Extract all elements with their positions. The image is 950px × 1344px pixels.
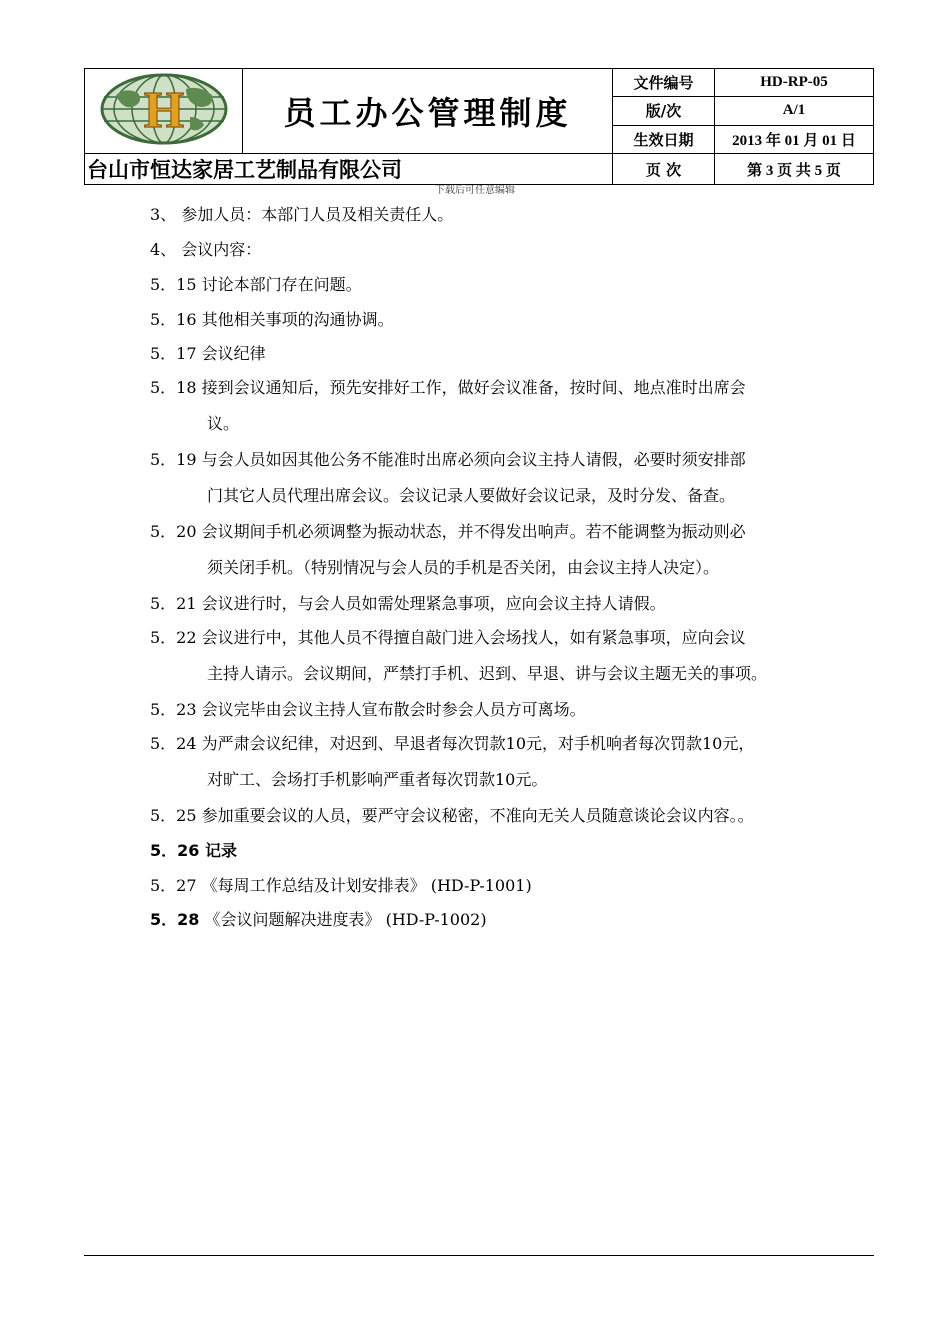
version-label: 版/次 [613, 97, 715, 125]
list-item [150, 275, 362, 295]
list-item [150, 310, 394, 330]
list-item [150, 240, 261, 260]
item-number: 5．18 [150, 378, 197, 397]
page-value: 第 3 页 共 5 页 [715, 154, 874, 185]
doc-number-value: HD-RP-05 [715, 69, 874, 97]
item-text-continued: 主持人请示。会议期间，严禁打手机、迟到、早退、讲与会议主题无关的事项。 [207, 664, 768, 683]
item-text: 为严肃会议纪律，对迟到、早退者每次罚款10元，对手机响者每次罚款10元， [196, 734, 755, 753]
page-label: 页 次 [613, 154, 715, 185]
item-number: 5．27 [150, 876, 197, 895]
item-text-continued: 须关闭手机。（特别情况与会人员的手机是否关闭，由会议主持人决定）。 [207, 558, 720, 577]
item-number: 5．28 [150, 910, 200, 929]
footer-divider [84, 1255, 874, 1256]
item-number: 5．16 [150, 310, 197, 329]
list-item [150, 734, 754, 754]
item-text: 接到会议通知后，预先安排好工作，做好会议准备，按时间、地点准时出席会 [196, 378, 746, 397]
item-text: 会议纪律 [196, 344, 266, 363]
item-number: 5．15 [150, 275, 197, 294]
item-text: 记录 [199, 841, 237, 860]
document-title: 员工办公管理制度 [283, 94, 572, 132]
item-text: 讨论本部门存在问题。 [196, 275, 362, 294]
item-text: 会议内容： [176, 240, 262, 259]
list-item [150, 378, 746, 398]
item-text: 参加重要会议的人员，要严守会议秘密，不准向无关人员随意谈论会议内容。。 [196, 806, 754, 825]
item-number: 5．23 [150, 700, 197, 719]
list-item [150, 700, 586, 720]
item-number: 5．24 [150, 734, 197, 753]
list-item [150, 628, 746, 648]
header-table [84, 68, 874, 185]
item-text-continued: 议。 [207, 414, 240, 433]
item-text: 《每周工作总结及计划安排表》 (HD-P-1001) [196, 876, 532, 895]
item-text: 《会议问题解决进度表》 (HD-P-1002) [199, 910, 487, 929]
list-item [150, 205, 453, 225]
list-item [150, 450, 746, 470]
company-name: 台山市恒达家居工艺制品有限公司 [85, 154, 613, 185]
version-value: A/1 [715, 97, 874, 125]
item-number: 4、 [150, 240, 177, 259]
item-text: 会议进行时，与会人员如需处理紧急事项，应向会议主持人请假。 [196, 594, 666, 613]
item-text: 与会人员如因其他公务不能准时出席必须向会议主持人请假，必要时须安排部 [196, 450, 746, 469]
effective-date-value: 2013 年 01 月 01 日 [715, 125, 874, 153]
item-number: 5．19 [150, 450, 197, 469]
company-logo [85, 69, 243, 154]
list-item [150, 522, 746, 542]
item-text-continued: 对旷工、会场打手机影响严重者每次罚款10元。 [207, 770, 548, 789]
item-text: 参加人员：本部门人员及相关责任人。 [176, 205, 454, 224]
item-number: 5．22 [150, 628, 197, 647]
item-text: 其他相关事项的沟通协调。 [196, 310, 394, 329]
item-text: 会议进行中，其他人员不得擅自敲门进入会场找人，如有紧急事项，应向会议 [196, 628, 746, 647]
list-item [150, 344, 266, 364]
list-item [150, 841, 237, 861]
effective-date-label: 生效日期 [613, 125, 715, 153]
list-item [150, 594, 666, 614]
list-item [150, 806, 754, 826]
item-number: 5．25 [150, 806, 197, 825]
item-text: 会议完毕由会议主持人宣布散会时参会人员方可离场。 [196, 700, 586, 719]
item-text: 会议期间手机必须调整为振动状态，并不得发出响声。若不能调整为振动则必 [196, 522, 746, 541]
watermark-text: 下载后可任意编辑 [435, 185, 515, 196]
list-item [150, 876, 532, 896]
item-number: 5．26 [150, 841, 200, 860]
item-number: 5．20 [150, 522, 197, 541]
item-text-continued: 门其它人员代理出席会议。会议记录人要做好会议记录，及时分发、备查。 [207, 486, 736, 505]
doc-number-label: 文件编号 [613, 69, 715, 97]
logo-letter: H [143, 82, 184, 139]
list-item [150, 910, 487, 930]
globe-logo-icon [94, 69, 234, 149]
item-number: 5．17 [150, 344, 197, 363]
item-number: 3、 [150, 205, 177, 224]
document-title-cell [243, 69, 613, 154]
item-number: 5．21 [150, 594, 197, 613]
